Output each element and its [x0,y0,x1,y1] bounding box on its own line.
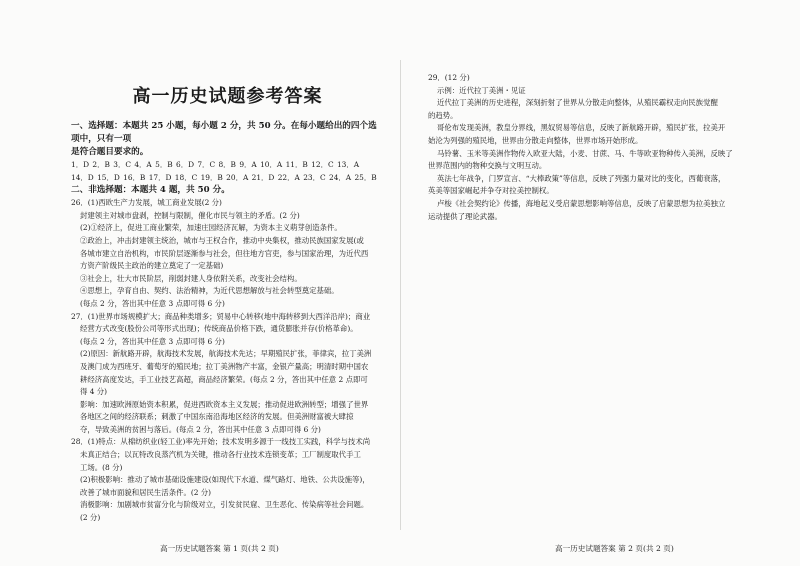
answer-line: 工场。(8 分) [80,462,123,472]
answer-line: 示例：近代拉丁美洲・见证 [437,85,526,95]
answer-line: 英法七年战争，门罗宣言、“大棒政策”等信息，反映了列强力量对比的变化，西葡衰落， [437,173,726,183]
answer-line: ③社会上，壮大市民阶层，削弱封建人身依附关系，改变社会结构。 [80,273,302,283]
answer-line: ②政治上，冲击封建领主统治，城市与王权合作，推动中央集权，推动民族国家发展(或 [80,235,364,245]
section2-heading: 二、非选择题：本题共 4 题，共 50 分。 [71,185,230,196]
answer-line: 影响：加速欧洲原始资本积累，促进西欧资本主义发展；推动促进欧洲转型；增强了世界 [80,399,369,409]
section1-line: 是符合题目要求的。 [71,147,149,157]
answer-line: 29．(12 分) [428,73,470,82]
answer-line: (2 分) [80,513,101,523]
answer-line: 卢梭《社会契约论》传播，海地起义受启蒙思想影响等信息，反映了启蒙思想为拉美独立 [437,198,726,208]
answer-line: 各地区之间的经济联系；刺激了中国东南沿海地区经济的发展。但美洲财富被大肆掠 [80,412,354,422]
answer-line: 28．(1)特点：从棉纺织业(轻工业)率先开始；技术发明多源于一线技工实践，科学与技术尚 [71,437,371,447]
answer-line: 未真正结合；以瓦特改良蒸汽机为关键，推动各行业技术连锁变革；工厂制度取代手工 [80,450,361,460]
answer-line: (2)积极影响：推动了城市基础设施建设(如现代下水道、煤气路灯、地铁、公共设施等)， [80,475,370,485]
answer-line: 近代拉丁美洲的历史进程，深刻折射了世界从分散走向整体，从殖民霸权走向民族觉醒 [437,98,718,108]
answer-line: ④思想上，孕育自由、契约、法治精神，为近代思想解放与社会转型奠定基础。 [80,286,339,296]
answer-line: 26．(1)西欧生产力发展，城工商业发展(2 分) [71,198,222,208]
answer-line: 27．(1)世界市场规模扩大；商品种类增多；贸易中心转移(地中海转移到大西洋沿岸)；商业 [71,311,371,321]
answer-line: 消极影响：加剧城市贫富分化与阶级对立，引发贫民窟、卫生恶化、传染病等社会问题。 [80,500,369,510]
answer-line: 始沦为列强的殖民地，世界由分散走向整体，世界市场开始形成。 [428,135,643,145]
answer-line: 夺，导致美洲的贫困与落后。(每点 2 分，答出其中任意 3 点即可得 6 分) [80,424,321,434]
answer-line: 改善了城市面貌和居民生活条件。(2 分) [80,487,212,497]
answer-line: 马铃薯、玉米等美洲作物传入欧亚大陆，小麦、甘蔗、马、牛等欧亚物种传入美洲，反映了 [437,148,733,158]
answer-line: (每点 2 分，答出其中任意 3 点即可得 6 分) [80,298,225,308]
footer-page-1: 高一历史试题答案 第 1 页(共 2 页) [160,544,279,553]
answer-line: (2)①经济上，促进工商业繁荣，加速庄园经济瓦解，为资本主义萌芽创造条件。 [80,223,342,233]
answer-line: 及澳门成为西班牙、葡萄牙的殖民地；拉丁美洲物产丰富，金银产量高；明清时期中国农 [80,361,369,371]
answer-row-1: 1．D 2．B 3．C 4．A 5．B 6．D 7．C 8．B 9．A 10．A 11．B 12．C 13．A [71,160,360,169]
section1-line: 一、选择题：本题共 25 小题，每小题 2 分，共 50 分。在每小题给出的四个选项中，只有一项 [71,121,377,144]
answer-line: 得 4 分) [80,387,108,397]
answer-line: (2)原因：新航路开辟，航海技术发展，航海技术先达；早期殖民扩张，菲律宾，拉丁美洲 [80,349,372,359]
answer-line: 英美等国家崛起并争夺对拉美控制权。 [428,186,554,196]
answer-line: 经营方式改变(股份公司等形式出现)；传统商品价格下跌，通货膨胀并存(价格革命)。 [80,324,358,334]
answer-line: 封建领主对城市盘剥，控制与限制，催化市民与领主的矛盾。(2 分) [80,210,300,220]
answer-line: 的趋势。 [428,110,458,120]
right-answer-body [428,72,760,223]
answer-line: 各城市建立自治机构，市民阶层逐渐参与社会，但往地方官吏，参与国家治理，为近代西 [80,248,369,258]
answer-line: 哥伦布发现美洲，教皇分界线，黑奴贸易等信息，反映了新航路开辟，殖民扩张，拉美开 [437,123,726,133]
right-page [400,0,800,566]
left-answer-body [71,197,384,524]
answer-line: 耕经济高度发达，手工业技艺高超，商品经济繁荣。(每点 2 分，答出其中任意 2 点即可 [80,374,368,384]
answer-line: 世界范围内的物种交换与文明互动。 [428,161,547,171]
footer-page-2: 高一历史试题答案 第 2 页(共 2 页) [555,544,674,553]
answer-line: 运动提供了理论武器。 [428,211,502,221]
answer-line: 方资产阶级民主政治的建立奠定了一定基础) [80,261,224,271]
answer-line: (每点 2 分，答出其中任意 3 点即可得 6 分) [80,336,225,346]
answer-row-2: 14．D 15．D 16．B 17．D 18．C 19．B 20．A 21．D 22．A 23．C 24．A 25．B [71,172,377,182]
section1-heading [71,120,384,159]
document-title: 高一历史试题参考答案 [132,86,323,107]
